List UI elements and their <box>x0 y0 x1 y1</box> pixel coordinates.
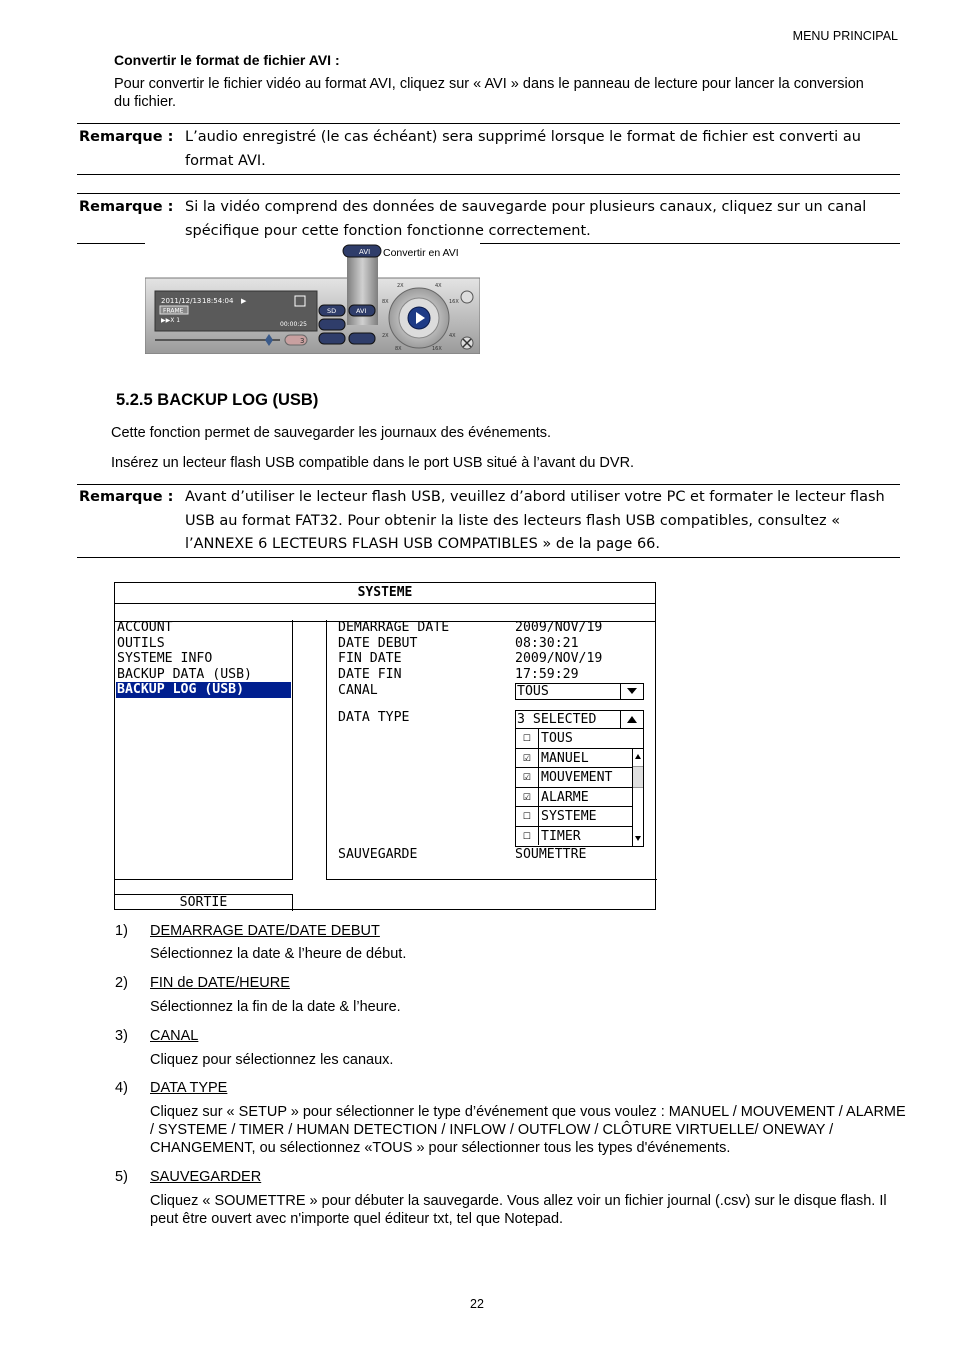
menu-item-backup-log[interactable]: BACKUP LOG (USB) <box>116 682 291 698</box>
menu-sidebar <box>115 620 293 880</box>
note-label: Remarque : <box>79 489 174 505</box>
step-title: DEMARRAGE DATE/DATE DEBUT <box>150 923 380 939</box>
svg-text:16X: 16X <box>449 299 459 305</box>
step-body: Cliquez pour sélectionnez les canaux. <box>150 1052 394 1068</box>
start-date-value[interactable]: 2009/NOV/19 <box>515 620 603 635</box>
svg-text:AVI: AVI <box>356 307 367 315</box>
end-date-value[interactable]: 2009/NOV/19 <box>515 651 603 666</box>
step-title: CANAL <box>150 1028 199 1044</box>
step-body: Cliquez sur « SETUP » pour sélectionner le type d’événement que vous voulez : MANUEL / MOUVEMENT / ALARME / SYSTEME / TIMER / HUMAN DETECTION / INFLOW / OUTFLOW / CLÔTURE VIRTUELLE/ ONEWAY / CHANGEMENT, ou sélectionnez «TOUS » pour sélectionner tous les types d'événements. <box>150 1104 906 1156</box>
submit-button[interactable]: SOUMETTRE <box>515 847 587 862</box>
menu-item-outils[interactable]: OUTILS <box>117 635 165 651</box>
field-label: DEMARRAGE DATE <box>338 620 450 635</box>
menu-title: SYSTEME <box>115 583 655 604</box>
checkbox-unchecked-icon[interactable]: ☐ <box>516 827 539 846</box>
svg-text:8X: 8X <box>395 346 402 352</box>
note-2 <box>79 196 901 243</box>
step-number: 4) <box>115 1080 128 1096</box>
section-paragraph-2: Insérez un lecteur flash USB compatible dans le port USB situé à l’avant du DVR. <box>111 455 635 471</box>
datatype-option-label: TIMER <box>541 828 581 844</box>
menu-panel <box>326 620 657 880</box>
section-paragraph-1: Cette fonction permet de sauvegarder les journaux des événements. <box>111 425 552 441</box>
datatype-option-label: TOUS <box>541 731 573 746</box>
system-menu <box>114 582 656 910</box>
start-time-value[interactable]: 08:30:21 <box>515 635 579 651</box>
canal-label: CANAL <box>338 683 378 698</box>
screen-speed: ▶▶X 1 <box>161 317 181 324</box>
note-rule <box>77 174 900 175</box>
datatype-option-label: MANUEL <box>541 750 589 766</box>
checkbox-checked-icon[interactable]: ☑ <box>516 788 539 807</box>
datatype-select[interactable] <box>515 710 644 729</box>
menu-item-systeme-info[interactable]: SYSTEME INFO <box>117 651 213 666</box>
screen-mode: FRAME <box>163 307 184 315</box>
note-text: Avant d’utiliser le lecteur flash USB, veuillez d’abord utiliser votre PC et formater le lecteur flash USB au format FAT32. Pour obtenir la liste des lecteurs flash USB compatibles, consultez « l’ANNEXE 6 LECTEURS FLASH USB COMPATIBLES » de la page 66. <box>185 489 885 552</box>
step-number: 3) <box>115 1028 128 1044</box>
exit-button[interactable]: SORTIE <box>115 894 293 911</box>
screen-date: 2011/12/13 <box>161 297 202 305</box>
next-button[interactable] <box>349 333 375 344</box>
checkbox-checked-icon[interactable]: ☑ <box>516 749 539 768</box>
step-title: DATA TYPE <box>150 1080 228 1096</box>
datatype-scrollbar[interactable] <box>632 749 643 846</box>
note-rule <box>77 193 900 194</box>
datatype-option-label: SYSTEME <box>541 809 597 824</box>
step-body: Sélectionnez la fin de la date & l’heure. <box>150 999 401 1015</box>
note-label: Remarque : <box>79 199 174 215</box>
datatype-option-label: MOUVEMENT <box>541 770 613 785</box>
page-number: 22 <box>470 1297 484 1311</box>
svg-text:AVI: AVI <box>359 248 371 256</box>
play-indicator-icon: ▶ <box>241 297 247 305</box>
screen-counter: 00:00:25 <box>280 321 307 328</box>
note-rule <box>77 484 900 485</box>
datatype-option[interactable] <box>516 788 633 808</box>
datatype-option[interactable] <box>516 768 633 788</box>
note-text: L’audio enregistré (le cas échéant) sera supprimé lorsque le format de fichier est converti au format AVI. <box>185 129 861 169</box>
datatype-dropdown <box>515 729 644 847</box>
checkbox-unchecked-icon[interactable]: ☐ <box>516 807 539 826</box>
note-1 <box>79 126 901 173</box>
step-body: Sélectionnez la date & l’heure de début. <box>150 946 407 962</box>
save-label: SAUVEGARDE <box>338 847 418 862</box>
note-rule <box>77 123 900 124</box>
svg-text:4X: 4X <box>435 283 442 289</box>
chevron-up-icon[interactable] <box>620 711 643 728</box>
svg-text:8X: 8X <box>382 299 389 305</box>
step-body: Cliquez « SOUMETTRE » pour débuter la sauvegarde. Vous allez voir un fichier journal (.csv) sur le disque flash. Il peut être ouvert avec n'importe quel éditeur txt, tel que Notepad. <box>150 1193 887 1227</box>
step-title: SAUVEGARDER <box>150 1169 262 1185</box>
step-title: FIN de DATE/HEURE <box>150 975 290 991</box>
datatype-option-label: ALARME <box>541 789 589 805</box>
prev-button[interactable] <box>319 333 345 344</box>
menu-item-account[interactable]: ACCOUNT <box>117 620 173 635</box>
chevron-down-icon[interactable] <box>620 684 643 699</box>
step-number: 5) <box>115 1169 128 1185</box>
datatype-option[interactable] <box>516 729 643 749</box>
section-title: 5.2.5 BACKUP LOG (USB) <box>116 391 319 409</box>
avi-caption: Convertir en AVI <box>383 247 459 259</box>
svg-text:SD: SD <box>327 307 337 315</box>
scrollbar-thumb[interactable] <box>633 766 643 788</box>
datatype-label: DATA TYPE <box>338 710 410 725</box>
avi-paragraph: Pour convertir le fichier vidéo au format AVI, cliquez sur « AVI » dans le panneau de lecture pour lancer la conversion du fichier. <box>114 76 864 110</box>
field-label: DATE DEBUT <box>338 635 418 651</box>
svg-text:2X: 2X <box>382 333 389 339</box>
note-rule <box>480 243 900 244</box>
panel-settings-icon[interactable] <box>461 291 473 303</box>
running-header: MENU PRINCIPAL <box>792 29 898 43</box>
note-3 <box>79 486 901 557</box>
svg-text:4X: 4X <box>449 333 456 339</box>
field-label: FIN DATE <box>338 651 402 666</box>
note-text: Si la vidéo comprend des données de sauvegarde pour plusieurs canaux, cliquez sur un canal spécifique pour cette fonction fonctionne correctement. <box>185 199 867 239</box>
menu-item-backup-data[interactable]: BACKUP DATA (USB) <box>117 666 252 682</box>
datatype-option[interactable] <box>516 807 633 827</box>
note-rule <box>77 243 145 244</box>
end-time-value[interactable]: 17:59:29 <box>515 666 579 682</box>
checkbox-checked-icon[interactable]: ☑ <box>516 768 539 787</box>
note-label: Remarque : <box>79 129 174 145</box>
canal-value: TOUS <box>517 684 549 699</box>
slider-value: 3 <box>300 337 305 345</box>
svg-text:16X: 16X <box>432 346 442 352</box>
screen-time: 18:54:04 <box>202 297 234 305</box>
step-number: 1) <box>115 923 128 939</box>
avi-heading: Convertir le format de fichier AVI : <box>114 52 340 68</box>
datatype-option[interactable] <box>516 827 633 847</box>
datatype-value: 3 SELECTED <box>517 712 597 727</box>
stop-button[interactable] <box>319 319 345 330</box>
checkbox-unchecked-icon[interactable]: ☐ <box>516 729 539 748</box>
playback-panel-image <box>145 243 480 354</box>
svg-text:2X: 2X <box>397 283 404 289</box>
canal-select[interactable] <box>515 683 644 700</box>
note-rule <box>77 557 900 558</box>
step-number: 2) <box>115 975 128 991</box>
datatype-option[interactable] <box>516 749 633 769</box>
field-label: DATE FIN <box>338 666 402 682</box>
